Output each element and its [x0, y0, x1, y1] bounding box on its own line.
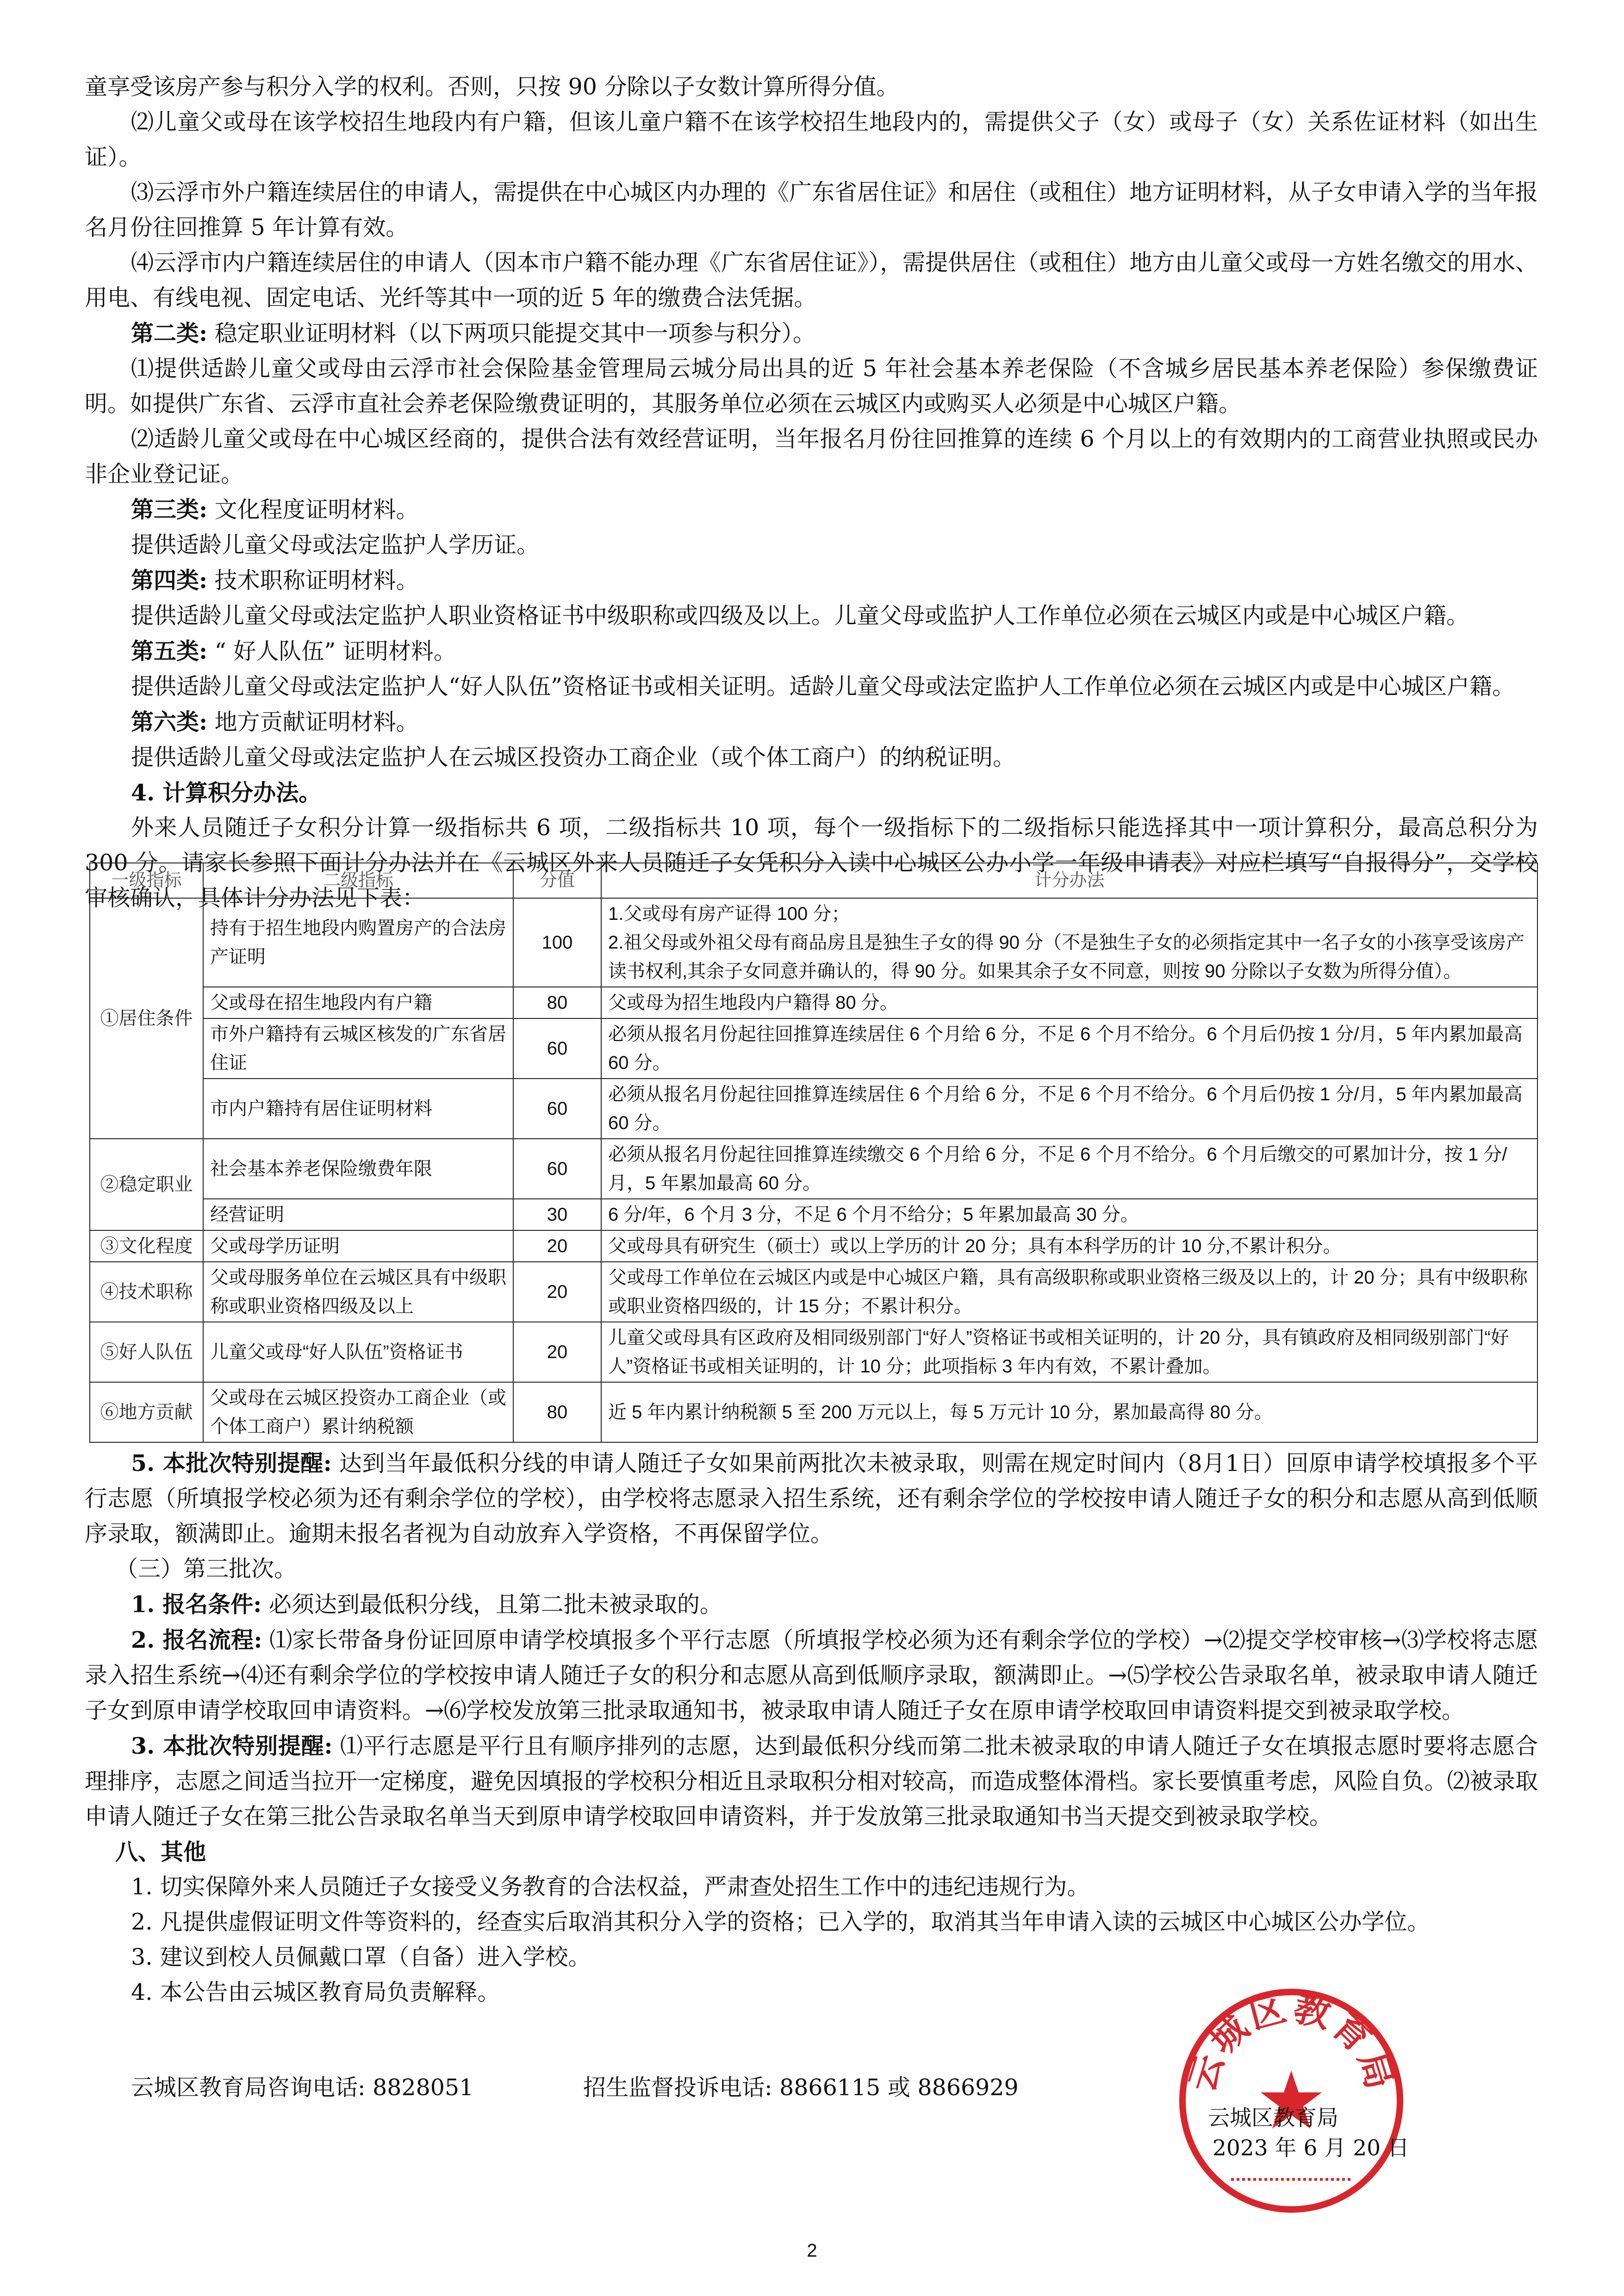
paragraph: 童享受该房产参与积分入学的权利。否则，只按 90 分除以子女数计算所得分值。 [85, 74, 899, 100]
paragraph: 提供适龄儿童父母或法定监护人职业资格证书中级职称或四级及以上。儿童父母或监护人工作单位必须在云城区内或是中心城区户籍。 [131, 602, 1469, 629]
seal-text: 云城区教育局 [1181, 1987, 1401, 2097]
category-label: 第二类: [131, 320, 208, 347]
scoring-method: 6 分/年，6 个月 3 分，不足 6 个月不给分；5 年累加最高 30 分。 [601, 1199, 1537, 1230]
secondary-indicator: 父或母在招生地段内有户籍 [203, 987, 513, 1018]
table-row [90, 987, 1537, 1018]
secondary-indicator: 社会基本养老保险缴费年限 [203, 1139, 513, 1199]
category-label: 第五类: [131, 638, 208, 664]
category-heading [85, 492, 1538, 527]
rule-text: 必须达到最低积分线，且第二批未被录取的。 [261, 1591, 722, 1618]
score-value: 20 [513, 1322, 601, 1382]
column-header: 二级指标 [203, 863, 513, 898]
rule-paragraph [85, 1728, 1538, 1834]
table-row [90, 1262, 1537, 1322]
scoring-method: 父或母为招生地段内户籍得 80 分。 [601, 987, 1537, 1018]
paragraph: ⑶云浮市外户籍连续居住的申请人，需提供在中心城区内办理的《广东省居住证》和居住（或租住）地方证明材料，从子女申请入学的当年报名月份往回推算 5 年计算有效。 [85, 179, 1538, 241]
reminder-paragraph [85, 1446, 1538, 1551]
paragraph: 提供适龄儿童父母或法定监护人学历证。 [131, 532, 540, 558]
score-value: 60 [513, 1079, 601, 1139]
secondary-indicator: 市外户籍持有云城区核发的广东省居住证 [203, 1018, 513, 1079]
batch-section [85, 1446, 1538, 2010]
score-value: 60 [513, 1139, 601, 1199]
complaint-phone: 招生监督投诉电话: 8866115 或 8866929 [583, 2074, 1019, 2101]
section-heading: 4. 计算积分办法。 [131, 779, 322, 806]
score-value: 100 [513, 898, 601, 987]
rule-paragraph [85, 1622, 1538, 1728]
table-row [90, 1018, 1537, 1079]
category-heading [85, 633, 1538, 669]
score-value: 20 [513, 1230, 601, 1262]
primary-indicator: ②稳定职业 [90, 1139, 203, 1230]
secondary-indicator: 持有于招生地段内购置房产的合法房产证明 [203, 898, 513, 987]
score-value: 60 [513, 1018, 601, 1079]
primary-indicator: ③文化程度 [90, 1230, 203, 1262]
column-header: 分值 [513, 863, 601, 898]
rule-label: 3. 本批次特别提醒: [131, 1732, 333, 1759]
score-value: 20 [513, 1262, 601, 1322]
secondary-indicator: 经营证明 [203, 1199, 513, 1230]
reminder-label: 5. 本批次特别提醒: [131, 1450, 332, 1477]
category-label: 第三类: [131, 496, 208, 523]
primary-indicator: ④技术职称 [90, 1262, 203, 1322]
category-title: 文化程度证明材料。 [207, 496, 419, 523]
score-value: 80 [513, 1382, 601, 1442]
scoring-method: 1.父或母有房产证得 100 分； 2.祖父母或外祖父母有商品房且是独生子女的得 90 分（不是独生子女的必须指定其中一名子女的小孩享受该房产读书权利,其余子女同意并确认的，得 90 分。如果其余子女不同意，则按 90 分除以子女数为所得分值）。 [601, 898, 1537, 987]
rule-text: ⑴平行志愿是平行且有顺序排列的志愿，达到最低积分线而第二批未被录取的申请人随迁子女在填报志愿时要将志愿合理排序，志愿之间适当拉开一定梯度，避免因填报的学校积分相近且录取积分相对较高，而造成整体滑档。家长要慎重考虑，风险自负。⑵被录取申请人随迁子女在第三批公告录取名单当天到原申请学校取回申请资料，并于发放第三批录取通知书当天提交到被录取学校。 [85, 1733, 1538, 1830]
scoring-table-body [90, 898, 1537, 1442]
column-header: 计分办法 [601, 863, 1537, 898]
list-item: 3. 建议到校人员佩戴口罩（自备）进入学校。 [131, 1944, 591, 1970]
category-heading [85, 563, 1538, 598]
primary-indicator: ①居住条件 [90, 898, 203, 1139]
batch-heading: （三）第三批次。 [115, 1556, 297, 1582]
table-row [90, 1230, 1537, 1262]
category-heading [85, 704, 1538, 740]
issuer-name: 云城区教育局 [1208, 2105, 1338, 2131]
table-header-row [90, 863, 1537, 898]
consult-phone: 云城区教育局咨询电话: 8828051 [131, 2074, 474, 2101]
category-title: “ 好人队伍” 证明材料。 [207, 638, 456, 664]
category-title: 地方贡献证明材料。 [207, 709, 419, 735]
paragraph: 外来人员随迁子女积分计算一级指标共 6 项，二级指标共 10 项，每个一级指标下的二级指标只能选择其中一项计算积分，最高总积分为 300 分。请家长参照下面计分办法并在《云城区外来人员随迁子女凭积分入读中心城区公办小学一年级申请表》对应栏填写“自报得分”，交学校审核确认，具体计分办法见下表： [85, 814, 1538, 911]
score-value: 30 [513, 1199, 601, 1230]
category-label: 第六类: [131, 708, 208, 735]
list-item: 2. 凡提供虚假证明文件等资料的，经查实后取消其积分入学的资格；已入学的，取消其当年申请入读的云城区中心城区公办学位。 [131, 1909, 1430, 1935]
page-number: 2 [807, 2240, 817, 2261]
category-title: 技术职称证明材料。 [207, 567, 419, 594]
paragraph: ⑵适龄儿童父或母在中心城区经商的，提供合法有效经营证明，当年报名月份往回推算的连续 6 个月以上的有效期内的工商营业执照或民办非企业登记证。 [85, 426, 1538, 487]
table-row [90, 1199, 1537, 1230]
paragraph: ⑴提供适龄儿童父或母由云浮市社会保险基金管理局云城分局出具的近 5 年社会基本养老保险（不含城乡居民基本养老保险）参保缴费证明。如提供广东省、云浮市直社会养老保险缴费证明的，其服务单位必须在云城区内或购买人必须是中心城区户籍。 [85, 355, 1538, 417]
secondary-indicator: 市内户籍持有居住证明材料 [203, 1079, 513, 1139]
rule-label: 1. 报名条件: [131, 1591, 262, 1618]
paragraph: ⑷云浮市内户籍连续居住的申请人（因本市户籍不能办理《广东省居住证》），需提供居住（或租住）地方由儿童父或母一方姓名缴交的用水、用电、有线电视、固定电话、光纤等其中一项的近 5 年的缴费合法凭据。 [85, 249, 1538, 311]
paragraph: 提供适龄儿童父母或法定监护人在云城区投资办工商企业（或个体工商户）的纳税证明。 [131, 744, 1016, 770]
scoring-method: 必须从报名月份起往回推算连续居住 6 个月给 6 分，不足 6 个月不给分。6 个月后仍按 1 分/月，5 年内累加最高 60 分。 [601, 1018, 1537, 1079]
reminder-text: 达到当年最低积分线的申请人随迁子女如果前两批次未被录取，则需在规定时间内（8月1日）回原申请学校填报多个平行志愿（所填报学校必须为还有剩余学位的学校），由学校将志愿录入招生系统，还有剩余学位的学校按申请人随迁子女的积分和志愿从高到低顺序录取，额满即止。逾期未报名者视为自动放弃入学资格，不再保留学位。 [85, 1450, 1538, 1547]
scoring-method: 必须从报名月份起往回推算连续居住 6 个月给 6 分，不足 6 个月不给分。6 个月后仍按 1 分/月，5 年内累加最高 60 分。 [601, 1079, 1537, 1139]
scoring-table [89, 863, 1538, 1443]
section-heading: 八、其他 [115, 1838, 206, 1865]
rule-paragraph [85, 1587, 1538, 1622]
scoring-method: 儿童父或母具有区政府及相同级别部门“好人”资格证书或相关证明的，计 20 分，具有镇政府及相同级别部门“好人”资格证书或相关证明的，计 10 分；此项指标 3 年内有效，不累计叠加。 [601, 1322, 1537, 1382]
category-heading [85, 316, 1538, 351]
list-item: 4. 本公告由云城区教育局负责解释。 [131, 1979, 500, 2005]
table-row [90, 1322, 1537, 1382]
category-title: 稳定职业证明材料（以下两项只能提交其中一项参与积分）。 [207, 320, 816, 347]
scoring-method: 近 5 年内累计纳税额 5 至 200 万元以上，每 5 万元计 10 分，累加最高得 80 分。 [601, 1382, 1537, 1442]
issue-date: 2023 年 6 月 20 日 [1213, 2135, 1410, 2161]
scoring-method: 父或母工作单位在云城区内或是中心城区户籍，具有高级职称或职业资格三级及以上的，计 20 分；具有中级职称或职业资格四级的，计 15 分；不累计积分。 [601, 1262, 1537, 1322]
intro-section [85, 69, 1538, 916]
primary-indicator: ⑥地方贡献 [90, 1382, 203, 1442]
secondary-indicator: 父或母在云城区投资办工商企业（或个体工商户）累计纳税额 [203, 1382, 513, 1442]
paragraph: 提供适龄儿童父母或法定监护人“好人队伍”资格证书或相关证明。适龄儿童父母或法定监护人工作单位必须在云城区内或是中心城区户籍。 [131, 673, 1515, 700]
paragraph: ⑵儿童父或母在该学校招生地段内有户籍，但该儿童户籍不在该学校招生地段内的，需提供父子（女）或母子（女）关系佐证材料（如出生证）。 [85, 109, 1538, 170]
table-row [90, 898, 1537, 987]
scoring-method: 必须从报名月份起往回推算连续缴交 6 个月给 6 分，不足 6 个月不给分。6 个月后缴交的可累加计分，按 1 分/月，5 年累加最高 60 分。 [601, 1139, 1537, 1199]
table-row [90, 1382, 1537, 1442]
column-header: 一级指标 [90, 863, 203, 898]
secondary-indicator: 父或母服务单位在云城区具有中级职称或职业资格四级及以上 [203, 1262, 513, 1322]
table-row [90, 1079, 1537, 1139]
rule-label: 2. 报名流程: [131, 1626, 262, 1653]
official-seal [1176, 1985, 1410, 2216]
score-value: 80 [513, 987, 601, 1018]
table-row [90, 1139, 1537, 1199]
list-item: 1. 切实保障外来人员随迁子女接受义务教育的合法权益，严肃查处招生工作中的违纪违规行为。 [131, 1874, 1090, 1900]
scoring-method: 父或母具有研究生（硕士）或以上学历的计 20 分；具有本科学历的计 10 分,不累计积分。 [601, 1230, 1537, 1262]
primary-indicator: ⑤好人队伍 [90, 1322, 203, 1382]
rule-text: ⑴家长带备身份证回原申请学校填报多个平行志愿（所填报学校必须为还有剩余学位的学校）→⑵提交学校审核→⑶学校将志愿录入招生系统→⑷还有剩余学位的学校按申请人随迁子女的积分和志愿从高到低顺序录取，额满即止。→⑸学校公告录取名单，被录取申请人随迁子女到原申请学校取回申请资料。→⑹学校发放第三批录取通知书，被录取申请人随迁子女在原申请学校取回申请资料提交到被录取学校。 [85, 1627, 1538, 1724]
secondary-indicator: 父或母学历证明 [203, 1230, 513, 1262]
category-label: 第四类: [131, 567, 208, 594]
secondary-indicator: 儿童父或母“好人队伍”资格证书 [203, 1322, 513, 1382]
